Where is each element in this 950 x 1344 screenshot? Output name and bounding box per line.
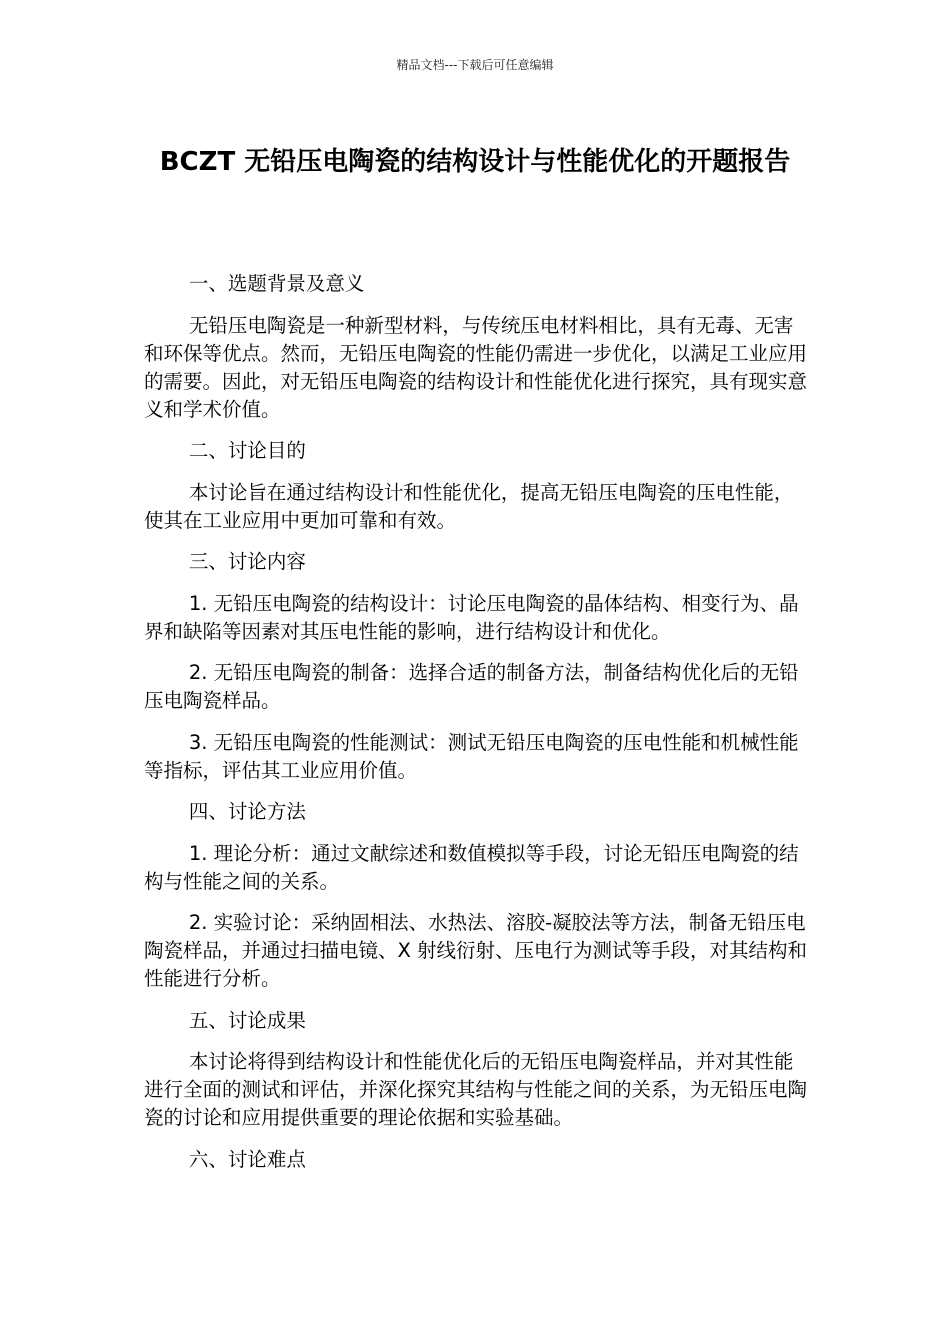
paragraph-background: 无铅压电陶瓷是一种新型材料，与传统压电材料相比，具有无毒、无害和环保等优点。然而，无铅压电陶瓷的性能仍需进一步优化，以满足工业应用的需要。因此，对无铅压电陶瓷的结构设计和性能优化进行探究，具有现实意义和学术价值。 <box>144 313 808 421</box>
paragraph-content-3: 3. 无铅压电陶瓷的性能测试：测试无铅压电陶瓷的压电性能和机械性能等指标，评估其工业应用价值。 <box>144 730 799 782</box>
section-heading-content: 三、讨论内容 <box>188 550 306 573</box>
document-body <box>144 270 809 1187</box>
section-heading-results: 五、讨论成果 <box>188 1008 306 1032</box>
paragraph-method-1: 1. 理论分析：通过文献综述和数值模拟等手段，讨论无铅压电陶瓷的结构与性能之间的关系。 <box>144 841 799 893</box>
section-heading-purpose: 二、讨论目的 <box>188 439 306 462</box>
paragraph-content-2: 2. 无铅压电陶瓷的制备：选择合适的制备方法，制备结构优化后的无铅压电陶瓷样品。 <box>144 661 799 712</box>
document-title: BCZT 无铅压电陶瓷的结构设计与性能优化的开题报告 <box>159 147 791 177</box>
paragraph-purpose: 本讨论旨在通过结构设计和性能优化，提高无铅压电陶瓷的压电性能，使其在工业应用中更加可靠和有效。 <box>144 480 794 532</box>
header-note: 精品文档---下载后可任意编辑 <box>396 58 554 72</box>
section-heading-background: 一、选题背景及意义 <box>188 272 365 295</box>
paragraph-method-2: 2. 实验讨论：采纳固相法、水热法、溶胶-凝胶法等方法，制备无铅压电陶瓷样品，并通过扫描电镜、X 射线衍射、压电行为测试等手段，对其结构和性能进行分析。 <box>144 911 808 990</box>
paragraph-results: 本讨论将得到结构设计和性能优化后的无铅压电陶瓷样品，并对其性能进行全面的测试和评估，并深化探究其结构与性能之间的关系，为无铅压电陶瓷的讨论和应用提供重要的理论依据和实验基础。 <box>144 1050 808 1129</box>
paragraph-content-1: 1. 无铅压电陶瓷的结构设计：讨论压电陶瓷的晶体结构、相变行为、晶界和缺陷等因素对其压电性能的影响，进行结构设计和优化。 <box>144 591 799 643</box>
section-heading-difficulties: 六、讨论难点 <box>188 1147 306 1171</box>
section-heading-method: 四、讨论方法 <box>188 800 306 823</box>
